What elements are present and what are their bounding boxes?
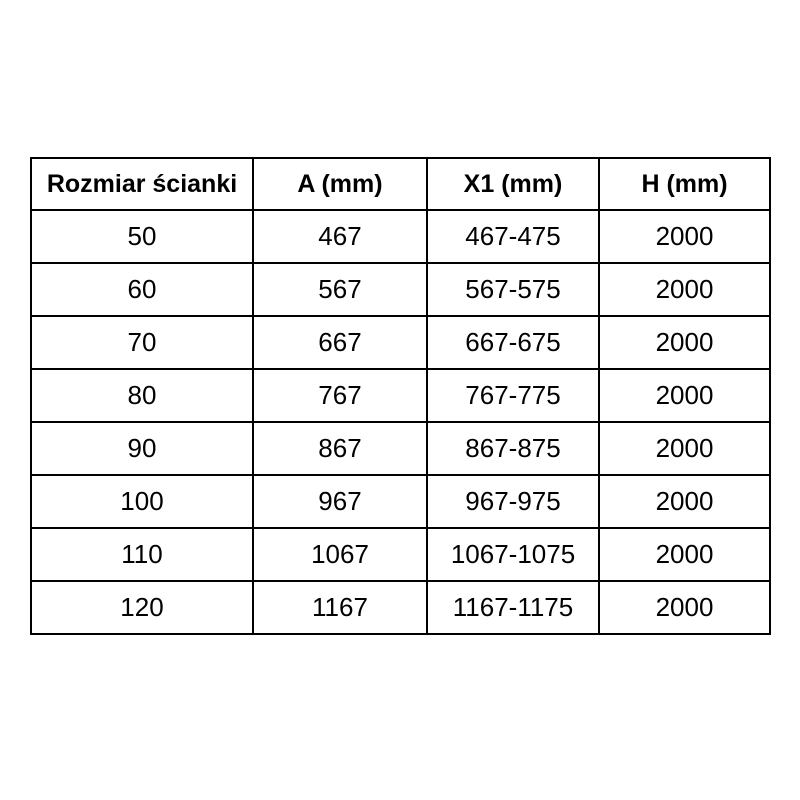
table-row-100: [31, 475, 770, 528]
table-cell: 867: [253, 422, 427, 475]
table-cell: 467: [253, 210, 427, 263]
table-cell: 2000: [599, 210, 770, 263]
table-cell: 50: [31, 210, 253, 263]
table-cell: 867-875: [427, 422, 599, 475]
table-cell: 2000: [599, 263, 770, 316]
table-cell: 2000: [599, 422, 770, 475]
column-header-a-mm: A (mm): [253, 158, 427, 210]
column-header-rozmiar-cianki: Rozmiar ścianki: [31, 158, 253, 210]
table-cell: 567: [253, 263, 427, 316]
table-cell: 967-975: [427, 475, 599, 528]
column-header-x1-mm: X1 (mm): [427, 158, 599, 210]
table-cell: 2000: [599, 581, 770, 634]
table-cell: 2000: [599, 528, 770, 581]
table-cell: 767-775: [427, 369, 599, 422]
table-row-80: [31, 369, 770, 422]
table-cell: 767: [253, 369, 427, 422]
table-cell: 60: [31, 263, 253, 316]
table-cell: 2000: [599, 475, 770, 528]
size-table-container: [30, 157, 771, 635]
table-row-110: [31, 528, 770, 581]
table-cell: 120: [31, 581, 253, 634]
table-header-row: [31, 158, 770, 210]
table-cell: 667-675: [427, 316, 599, 369]
table-cell: 100: [31, 475, 253, 528]
table-cell: 467-475: [427, 210, 599, 263]
table-row-70: [31, 316, 770, 369]
wall-size-table: [30, 157, 771, 635]
table-cell: 2000: [599, 369, 770, 422]
table-cell: 90: [31, 422, 253, 475]
table-cell: 667: [253, 316, 427, 369]
table-row-60: [31, 263, 770, 316]
table-cell: 2000: [599, 316, 770, 369]
table-cell: 80: [31, 369, 253, 422]
table-body: [31, 210, 770, 634]
table-cell: 1167: [253, 581, 427, 634]
table-cell: 567-575: [427, 263, 599, 316]
table-cell: 1067-1075: [427, 528, 599, 581]
table-cell: 110: [31, 528, 253, 581]
table-cell: 1067: [253, 528, 427, 581]
table-cell: 967: [253, 475, 427, 528]
table-row-90: [31, 422, 770, 475]
table-row-120: [31, 581, 770, 634]
column-header-h-mm: H (mm): [599, 158, 770, 210]
table-cell: 70: [31, 316, 253, 369]
table-cell: 1167-1175: [427, 581, 599, 634]
table-row-50: [31, 210, 770, 263]
